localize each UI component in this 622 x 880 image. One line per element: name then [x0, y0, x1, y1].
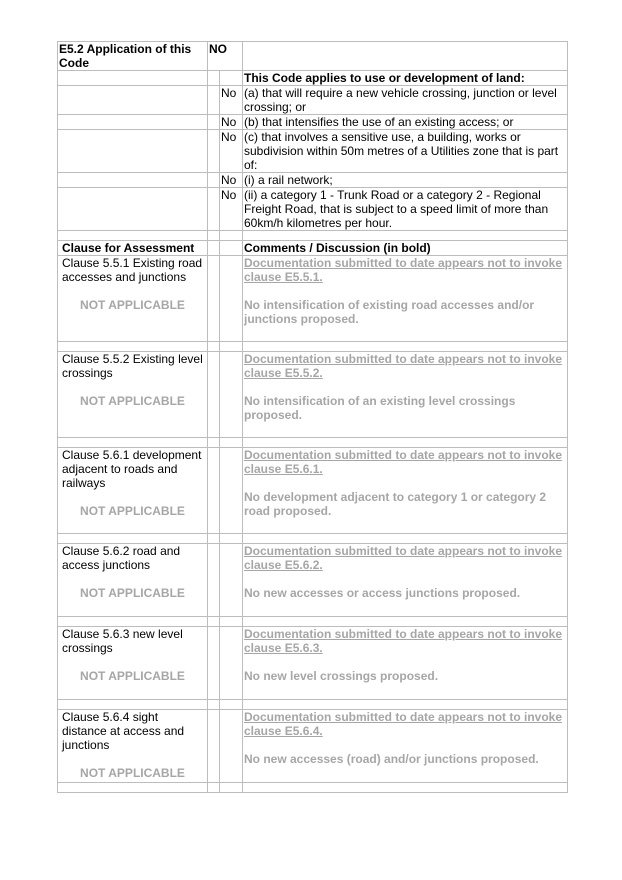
application-row: [58, 86, 568, 115]
empty-cell: [220, 700, 243, 710]
empty-cell: [208, 544, 220, 617]
empty-cell: [58, 617, 208, 627]
not-applicable-status: NOT APPLICABLE: [80, 586, 185, 600]
clause-cell: [58, 627, 208, 700]
comment-cell: [243, 627, 568, 700]
empty-cell: [243, 783, 568, 793]
clause-label: Clause 5.6.3 new level crossings: [62, 627, 183, 655]
documentation-note: Documentation submitted to date appears not to invoke clause E5.6.1.: [244, 448, 563, 476]
clause-cell: [58, 448, 208, 534]
empty-cell: [220, 342, 243, 352]
empty-cell: [208, 438, 220, 448]
empty-cell: [58, 534, 208, 544]
empty-cell: [220, 627, 243, 700]
empty-cell: [58, 71, 208, 86]
empty-cell: [58, 438, 208, 448]
application-answer: No: [220, 130, 243, 173]
empty-cell: [243, 700, 568, 710]
empty-cell: [220, 534, 243, 544]
empty-cell: [208, 700, 220, 710]
empty-cell: [220, 438, 243, 448]
application-table: [57, 41, 568, 793]
assessment-header-row: [58, 241, 568, 256]
clause-row: [58, 352, 568, 438]
clause-comment: No new accesses (road) and/or junctions proposed.: [244, 752, 539, 766]
not-applicable-status: NOT APPLICABLE: [80, 298, 185, 312]
application-criterion: (b) that intensifies the use of an existing access; or: [243, 115, 568, 130]
comment-cell: [243, 710, 568, 783]
empty-cell: [208, 617, 220, 627]
empty-cell: [58, 783, 208, 793]
clause-label: Clause 5.6.4 sight distance at access and junctions: [62, 710, 185, 752]
empty-cell: [208, 710, 220, 783]
empty-cell: [208, 352, 220, 438]
empty-cell: [208, 173, 220, 188]
application-answer: No: [220, 86, 243, 115]
applies-heading: This Code applies to use or development of land:: [243, 71, 568, 86]
comments-header: Comments / Discussion (in bold): [243, 241, 568, 256]
application-criterion: (c) that involves a sensitive use, a building, works or subdivision within 50m metres of a Utilities zone that is part of:: [243, 130, 568, 173]
spacer-row: [58, 438, 568, 448]
empty-cell: [58, 173, 208, 188]
empty-cell: [220, 256, 243, 342]
empty-cell: [58, 115, 208, 130]
empty-cell: [208, 188, 220, 231]
empty-cell: [58, 700, 208, 710]
empty-cell: [243, 534, 568, 544]
empty-cell: [243, 342, 568, 352]
empty-cell: [58, 188, 208, 231]
not-applicable-status: NOT APPLICABLE: [80, 766, 185, 780]
clause-cell: [58, 710, 208, 783]
spacer-row: [58, 783, 568, 793]
not-applicable-status: NOT APPLICABLE: [80, 394, 185, 408]
application-row: [58, 188, 568, 231]
not-applicable-status: NOT APPLICABLE: [80, 669, 185, 683]
clause-label: Clause 5.6.2 road and access junctions: [62, 544, 181, 572]
documentation-note: Documentation submitted to date appears not to invoke clause E5.6.2.: [244, 544, 563, 572]
clause-label: Clause 5.5.1 Existing road accesses and junctions: [62, 256, 203, 284]
comment-cell: [243, 448, 568, 534]
empty-cell: [208, 241, 220, 256]
spacer-row: [58, 617, 568, 627]
application-row: [58, 115, 568, 130]
application-answer: No: [220, 115, 243, 130]
clause-row: [58, 710, 568, 783]
not-applicable-status: NOT APPLICABLE: [80, 504, 185, 518]
clause-label: Clause 5.5.2 Existing level crossings: [62, 352, 203, 380]
code-title: E5.2 Application of this Code: [58, 42, 208, 71]
application-row: [58, 130, 568, 173]
spacer-row: [58, 342, 568, 352]
comment-cell: [243, 352, 568, 438]
empty-cell: [208, 534, 220, 544]
application-criterion: (i) a rail network;: [243, 173, 568, 188]
spacer-row: [58, 534, 568, 544]
empty-cell: [208, 130, 220, 173]
empty-cell: [220, 352, 243, 438]
empty-cell: [208, 627, 220, 700]
application-criterion: (ii) a category 1 - Trunk Road or a category 2 - Regional Freight Road, that is subject to a speed limit of more than 60km/h kilometres per hour.: [243, 188, 568, 231]
empty-cell: [208, 115, 220, 130]
clause-cell: [58, 352, 208, 438]
empty-cell: [220, 448, 243, 534]
empty-cell: [208, 86, 220, 115]
title-row: [58, 42, 568, 71]
clause-cell: [58, 544, 208, 617]
documentation-note: Documentation submitted to date appears not to invoke clause E5.6.4.: [244, 710, 563, 738]
clause-comment: No new level crossings proposed.: [244, 669, 439, 683]
empty-cell: [208, 342, 220, 352]
empty-cell: [220, 241, 243, 256]
clause-comment: No intensification of existing road accesses and/or junctions proposed.: [244, 298, 535, 326]
empty-cell: [243, 438, 568, 448]
empty-cell: [58, 342, 208, 352]
empty-cell: [243, 617, 568, 627]
empty-cell: [220, 783, 243, 793]
application-rows: [58, 86, 568, 231]
empty-cell: [208, 448, 220, 534]
clause-row: [58, 627, 568, 700]
applies-heading-row: [58, 71, 568, 86]
clause-comment: No new accesses or access junctions proposed.: [244, 586, 521, 600]
clause-comment: No intensification of an existing level crossings proposed.: [244, 394, 516, 422]
application-criterion: (a) that will require a new vehicle crossing, junction or level crossing; or: [243, 86, 568, 115]
empty-cell: [58, 130, 208, 173]
spacer-row: [58, 700, 568, 710]
application-answer: No: [220, 188, 243, 231]
documentation-note: Documentation submitted to date appears not to invoke clause E5.5.2.: [244, 352, 563, 380]
clause-row: [58, 448, 568, 534]
empty-cell: [58, 86, 208, 115]
empty-cell: [220, 71, 243, 86]
clause-rows: [58, 256, 568, 793]
comment-cell: [243, 256, 568, 342]
empty-cell: [220, 710, 243, 783]
no-column-header: NO: [208, 42, 243, 71]
clause-row: [58, 256, 568, 342]
clause-row: [58, 544, 568, 617]
empty-cell: [220, 544, 243, 617]
clause-label: Clause 5.6.1 development adjacent to roads and railways: [62, 448, 202, 490]
empty-cell: [208, 71, 220, 86]
documentation-note: Documentation submitted to date appears not to invoke clause E5.6.3.: [244, 627, 563, 655]
spacer-row: [58, 231, 568, 241]
application-answer: No: [220, 173, 243, 188]
empty-cell: [208, 256, 220, 342]
documentation-note: Documentation submitted to date appears not to invoke clause E5.5.1.: [244, 256, 563, 284]
comment-cell: [243, 544, 568, 617]
clause-header: Clause for Assessment: [58, 241, 208, 256]
empty-cell: [220, 617, 243, 627]
empty-cell: [208, 783, 220, 793]
application-row: [58, 173, 568, 188]
clause-cell: [58, 256, 208, 342]
empty-cell: [243, 42, 568, 71]
clause-comment: No development adjacent to category 1 or category 2 road proposed.: [244, 490, 547, 518]
